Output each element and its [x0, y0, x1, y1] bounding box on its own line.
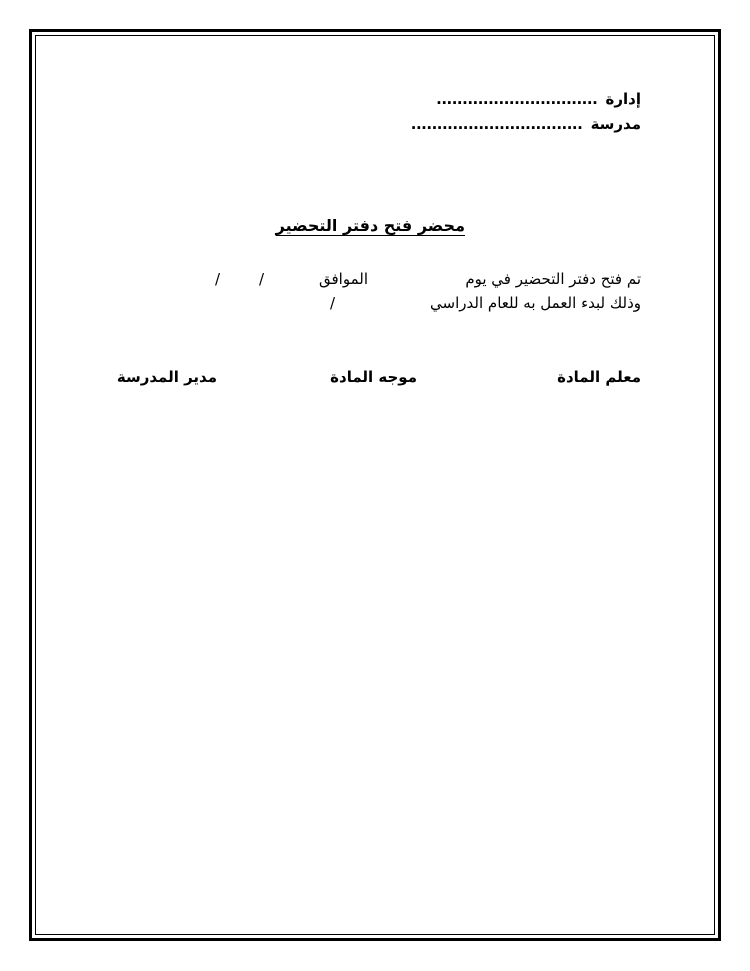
document-title: محضر فتح دفتر التحضير — [275, 216, 465, 235]
academic-year-text: وذلك لبدء العمل به للعام الدراسي — [430, 294, 641, 312]
opening-day-text: تم فتح دفتر التحضير في يوم — [465, 270, 641, 288]
page-border-inner — [35, 35, 715, 935]
date-slash-2: / — [214, 270, 220, 288]
corresponding-date-label: الموافق — [318, 270, 368, 288]
school-label: مدرسة — [590, 115, 641, 133]
administration-blank: ............................... — [436, 90, 598, 108]
date-slash-1: / — [258, 270, 264, 288]
principal-signature-label: مدير المدرسة — [116, 368, 217, 386]
administration-field — [436, 90, 641, 108]
administration-label: إدارة — [605, 90, 641, 108]
school-blank: ................................. — [410, 115, 583, 133]
supervisor-signature-label: موجه المادة — [330, 368, 417, 386]
teacher-signature-label: معلم المادة — [557, 368, 641, 386]
year-slash: / — [329, 294, 335, 312]
school-field — [411, 115, 641, 133]
